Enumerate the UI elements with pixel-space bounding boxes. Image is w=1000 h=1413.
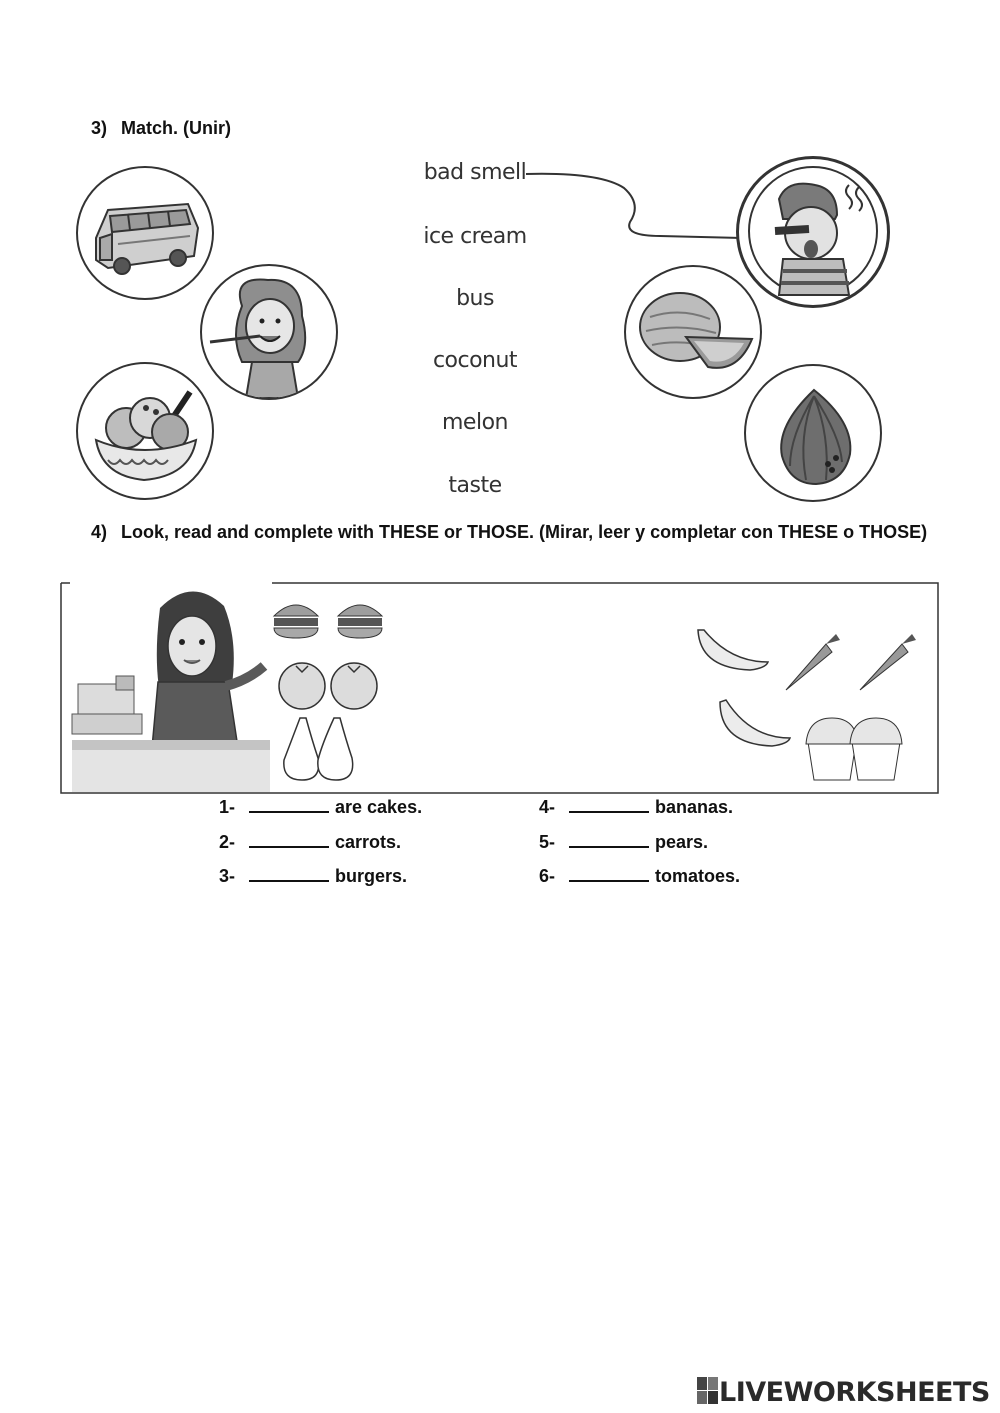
tomato-icon xyxy=(331,663,377,709)
sentence-text: tomatoes. xyxy=(655,866,741,886)
shopkeeper-illustration xyxy=(68,580,274,792)
pear-icon xyxy=(284,718,319,780)
bad-smell-picture xyxy=(736,156,890,308)
banana-icon xyxy=(720,700,790,746)
sentence-text: are cakes. xyxy=(335,797,423,817)
burger-icon xyxy=(274,605,318,638)
answer-blank[interactable] xyxy=(569,796,649,813)
near-food-items xyxy=(270,594,390,784)
answer-blank[interactable] xyxy=(249,796,329,813)
logo-badge-icon xyxy=(697,1377,719,1405)
sentence-number: 4- xyxy=(539,797,556,817)
carrot-icon xyxy=(786,644,832,690)
sentence-text: pears. xyxy=(655,832,709,852)
logo-text: LIVEWORKSHEETS xyxy=(719,1377,990,1408)
sentence-text: bananas. xyxy=(655,797,734,817)
tomato-icon xyxy=(279,663,325,709)
match-word: coconut xyxy=(432,348,518,373)
sentence xyxy=(539,830,708,854)
burger-icon xyxy=(338,605,382,638)
liveworksheets-logo xyxy=(697,1376,990,1410)
banana-icon xyxy=(698,630,768,670)
match-word: bad smell xyxy=(423,160,527,185)
ice-cream-picture xyxy=(76,362,214,500)
answer-blank[interactable] xyxy=(249,831,329,848)
example-match-line xyxy=(520,160,750,250)
sentence xyxy=(219,864,407,888)
sentence-number: 2- xyxy=(219,832,236,852)
bus-picture xyxy=(76,166,214,300)
sentence-number: 5- xyxy=(539,832,556,852)
answer-blank[interactable] xyxy=(249,865,329,882)
match-word: ice cream xyxy=(423,224,527,249)
section-number: 4) xyxy=(91,522,108,542)
match-word: bus xyxy=(456,286,494,311)
sentence-number: 1- xyxy=(219,797,236,817)
sentence xyxy=(539,864,740,888)
sentence xyxy=(219,830,401,854)
coconut-picture xyxy=(744,364,882,502)
section-title: Look, read and complete with THESE or THOSE. (Mirar, leer y completar con THESE o THOSE) xyxy=(121,522,928,542)
pear-icon xyxy=(318,718,353,780)
sentence-text: burgers. xyxy=(335,866,408,886)
answer-blank[interactable] xyxy=(569,865,649,882)
girl-tasting-picture xyxy=(200,264,338,400)
section-number: 3) xyxy=(91,118,108,138)
far-food-items xyxy=(690,622,930,787)
melon-picture xyxy=(624,265,762,399)
sentence xyxy=(539,795,733,819)
match-word: melon xyxy=(442,410,508,435)
match-word: taste xyxy=(448,473,502,498)
sentence-number: 3- xyxy=(219,866,236,886)
cupcake-icon xyxy=(850,718,902,780)
sentence-text: carrots. xyxy=(335,832,402,852)
sentence-number: 6- xyxy=(539,866,556,886)
section-title: Match. (Unir) xyxy=(121,118,231,138)
sentence xyxy=(219,795,422,819)
carrot-icon xyxy=(860,644,908,690)
cupcake-icon xyxy=(806,718,858,780)
answer-blank[interactable] xyxy=(569,831,649,848)
